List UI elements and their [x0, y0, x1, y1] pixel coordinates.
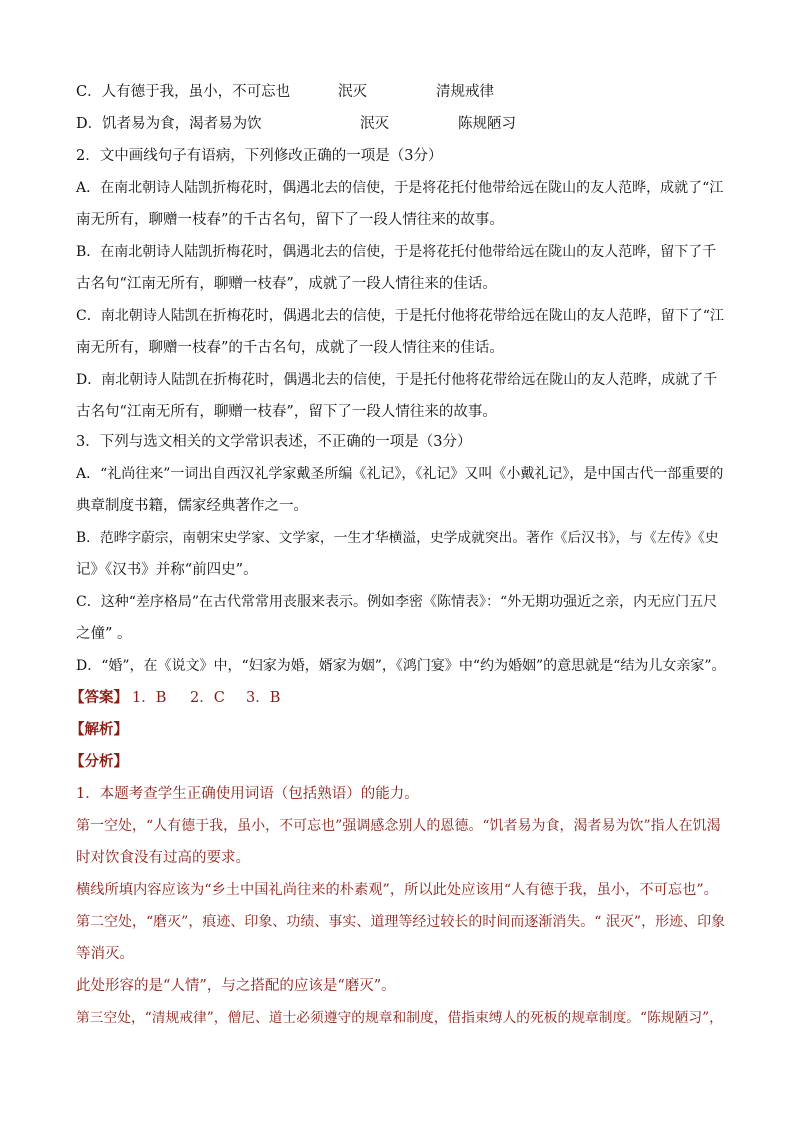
q3-option-c-line1: C．这种“差序格局”在古代常常用丧服来表示。例如李密《陈情表》：“外无期功强近之亲，内无应门五尺 [76, 594, 718, 610]
q1-option-d [76, 114, 726, 134]
q1-option-d-label: D．饥者易为食，渴者易为饮 [76, 116, 262, 132]
answer-3: 3．B [246, 690, 281, 706]
q3-option-b-line2: 记》《汉书》并称“前四史”。 [76, 562, 258, 578]
analysis-line-8: 第三空处，“清规戒律”，僧尼、道士必须遵守的规章和制度，借指束缚人的死板的规章制度。“陈规陋习”， [76, 1010, 723, 1026]
q1-option-d-word2: 泯灭 [360, 116, 389, 132]
analysis-line-4: 横线所填内容应该为“乡土中国礼尚往来的朴素观”，所以此处应该用“人有德于我，虽小，不可忘也”。 [76, 882, 718, 898]
q3-option-a-line2: 典章制度书籍，儒家经典著作之一。 [76, 498, 308, 514]
q2-option-c-line2: 南无所有，聊赠一枝春”的千古名句，成就了一段人情往来的佳话。 [76, 340, 504, 356]
answer-2: 2．C [190, 690, 225, 706]
q2-option-d-line2: 古名句“江南无所有，聊赠一枝春”，留下了一段人情往来的故事。 [76, 404, 497, 420]
q2-option-a-line2: 南无所有，聊赠一枝春”的千古名句，留下了一段人情往来的故事。 [76, 212, 504, 228]
analysis-line-5: 第二空处，“磨灭”，痕迹、印象、功绩、事实、道理等经过较长的时间而逐渐消失。“ 泯灭”，形迹、印象 [76, 914, 726, 930]
q2-option-d-line1: D．南北朝诗人陆凯在折梅花时，偶遇北去的信使，于是托付他将花带给远在陇山的友人范晔，成就了千 [76, 372, 718, 388]
q1-option-c-label: C．人有德于我，虽小，不可忘也 [76, 84, 291, 100]
q3-option-c-line2: 之僮” 。 [76, 626, 132, 642]
analysis-line-3: 时对饮食没有过高的要求。 [76, 850, 250, 866]
q2-option-c-line1: C．南北朝诗人陆凯在折梅花时，偶遇北去的信使，于是托付他将花带给远在陇山的友人范晔，留下了“江 [76, 308, 724, 324]
q3-option-b-line1: B．范晔字蔚宗，南朝宋史学家、文学家，一生才华横溢，史学成就突出。著作《后汉书》，与《左传》《史 [76, 530, 719, 546]
analysis-line-7: 此处形容的是“人情”，与之搭配的应该是“磨灭”。 [76, 978, 396, 994]
q2-option-a-line1: A．在南北朝诗人陆凯折梅花时，偶遇北去的信使，于是将花托付他带给远在陇山的友人范晔，成就了“江 [76, 180, 724, 196]
q1-option-c [76, 82, 726, 102]
answer-label: 【答案】 [70, 689, 128, 706]
answer-1: 1．B [132, 690, 167, 706]
jiexi-heading: 【解析】 [70, 721, 128, 738]
q1-option-c-word3: 清规戒律 [436, 84, 494, 100]
analysis-line-2: 第一空处，“人有德于我，虽小，不可忘也”强调感念别人的恩德。“饥者易为食，渴者易为饮”指人在饥渴 [76, 818, 721, 834]
q1-option-d-word3: 陈规陋习 [458, 116, 516, 132]
q2-option-b-line2: 古名句“江南无所有，聊赠一枝春”，成就了一段人情往来的佳话。 [76, 276, 497, 292]
q3-stem: 3．下列与选文相关的文学常识表述，不正确的一项是（3分） [76, 434, 472, 450]
q1-option-c-word2: 泯灭 [338, 84, 367, 100]
analysis-line-6: 等消灭。 [76, 946, 134, 962]
fenxi-heading: 【分析】 [70, 753, 128, 770]
q2-stem: 2．文中画线句子有语病，下列修改正确的一项是（3分） [76, 148, 443, 164]
q2-option-b-line1: B．在南北朝诗人陆凯折梅花时，偶遇北去的信使，于是将花托付他带给远在陇山的友人范晔，留下了千 [76, 244, 717, 260]
answer-row [70, 688, 720, 708]
analysis-line-1: 1．本题考查学生正确使用词语（包括熟语）的能力。 [76, 786, 419, 802]
q3-option-a-line1: A．“礼尚往来”一词出自西汉礼学家戴圣所编《礼记》，《礼记》又叫《小戴礼记》，是中国古代一部重要的 [76, 466, 724, 482]
q3-option-d-line1: D．“婚”，在《说文》中，“妇家为婚，婿家为姻”，《鸿门宴》中“约为婚姻”的意思就是“结为儿女亲家”。 [76, 658, 726, 674]
